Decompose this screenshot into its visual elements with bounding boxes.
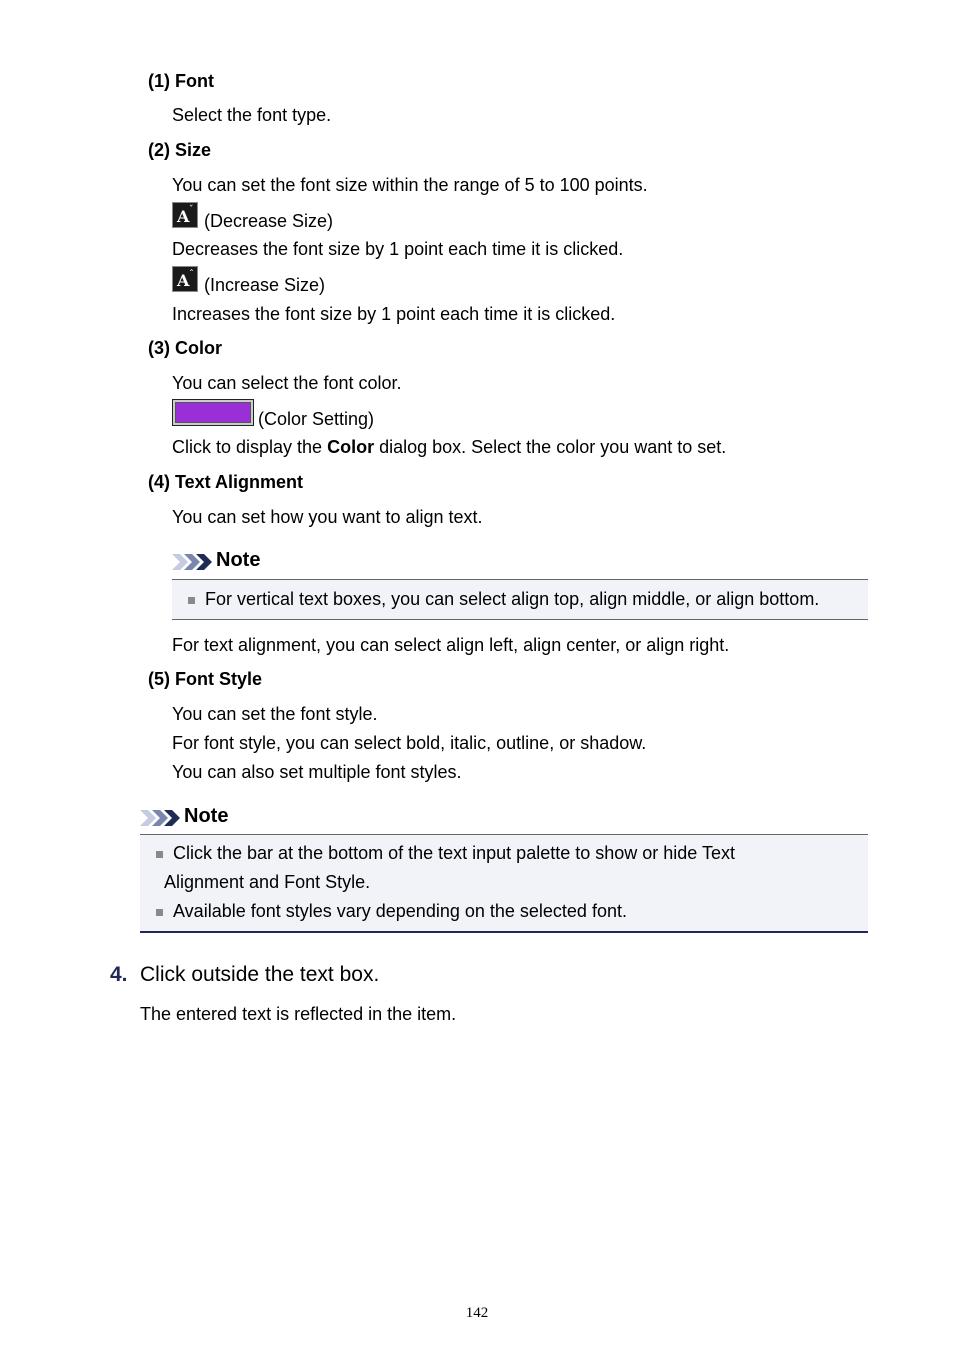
svg-text:ˇ: ˇ [189, 205, 194, 215]
svg-text:ˆ: ˆ [189, 269, 194, 280]
note-item-1-line-1: Click the bar at the bottom of the text input palette to show or hide Text [173, 843, 735, 863]
font-style-line-1: You can set the font style. [172, 704, 378, 724]
color-click-pre: Click to display the [172, 437, 328, 457]
page-number: 142 [465, 1305, 489, 1321]
step-description: The entered text is reflected in the item. [140, 1004, 457, 1024]
section-heading-size: (2) Size [148, 140, 212, 160]
step-number: 4. [110, 963, 128, 986]
color-description: You can select the font color. [172, 373, 402, 393]
font-style-line-3: You can also set multiple font styles. [172, 762, 462, 782]
section-heading-text-alignment: (4) Text Alignment [148, 472, 304, 492]
note-item-text: For vertical text boxes, you can select align top, align middle, or align bottom. [205, 589, 820, 609]
color-setting-swatch [172, 399, 254, 426]
font-description: Select the font type. [172, 105, 332, 125]
bullet-icon [156, 851, 163, 858]
note-item-alignment [188, 589, 819, 610]
note-chevrons-icon [140, 810, 180, 831]
color-swatch-fill [175, 402, 251, 423]
note-item-1-line-2: Alignment and Font Style. [164, 872, 371, 892]
alignment-description-2: For text alignment, you can select align left, align center, or align right. [172, 635, 730, 655]
font-style-line-2: For font style, you can select bold, italic, outline, or shadow. [172, 733, 647, 753]
note-item-2 [156, 901, 627, 922]
step-title: Click outside the text box. [140, 963, 380, 986]
increase-font-size-icon [172, 266, 198, 292]
size-description: You can set the font size within the range of 5 to 100 points. [172, 175, 648, 195]
increase-size-description: Increases the font size by 1 point each time it is clicked. [172, 304, 616, 324]
color-dialog-name: Color [327, 437, 375, 457]
decrease-size-label: (Decrease Size) [204, 211, 334, 231]
bullet-icon [156, 909, 163, 916]
decrease-font-size-icon [172, 202, 198, 228]
alignment-description: You can set how you want to align text. [172, 507, 483, 527]
note-chevrons-icon [172, 554, 212, 575]
bullet-icon [188, 597, 195, 604]
note-title-general: Note [184, 805, 229, 827]
decrease-size-description: Decreases the font size by 1 point each time it is clicked. [172, 239, 624, 259]
section-heading-color: (3) Color [148, 338, 222, 358]
note-item-2-text: Available font styles vary depending on the selected font. [173, 901, 627, 921]
color-click-post: dialog box. Select the color you want to set. [374, 437, 727, 457]
svg-text:A: A [177, 207, 190, 226]
increase-size-label: (Increase Size) [204, 275, 326, 295]
color-setting-label: (Color Setting) [258, 409, 375, 429]
note-title-alignment: Note [216, 549, 261, 571]
color-click-description [172, 437, 726, 458]
note-item-1 [156, 843, 735, 864]
note-box-alignment [172, 579, 868, 620]
note-box-general [140, 834, 868, 933]
section-heading-font: (1) Font [148, 71, 214, 91]
svg-text:A: A [177, 271, 190, 290]
section-heading-font-style: (5) Font Style [148, 669, 263, 689]
